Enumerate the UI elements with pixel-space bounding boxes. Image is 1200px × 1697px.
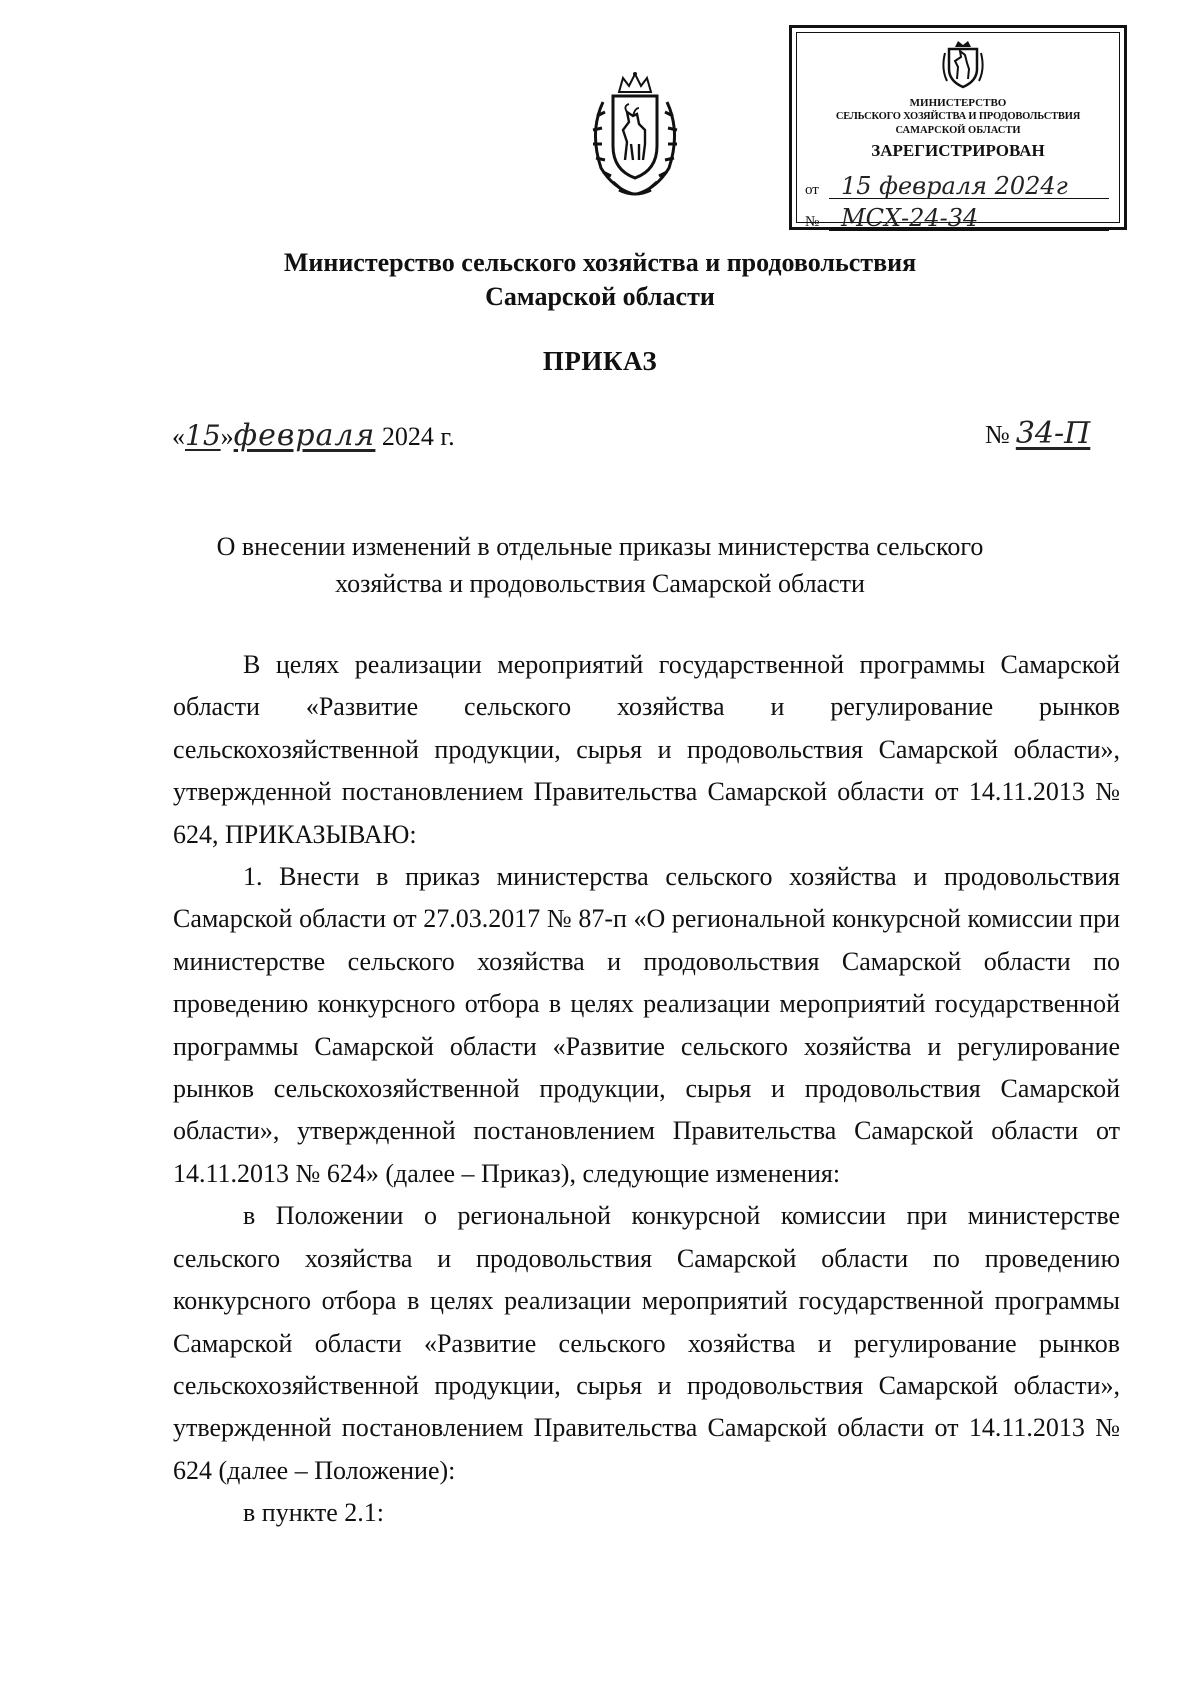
- date-month-handwritten: февраля: [233, 418, 376, 453]
- body-paragraph-preamble: В целях реализации мероприятий государственной программы Самарской области «Развитие сельского хозяйства и регулирование рынков сельскохозяйственной продукции, сырья и продовольствия Самарской области», утвержденной постановлением Правительства Самарской области от 14.11.2013 № 624, ПРИКАЗЫВАЮ:: [173, 650, 1120, 849]
- stamp-ministry-name-line: СЕЛЬСКОГО ХОЗЯЙСТВА И ПРОДОВОЛЬСТВИЯ: [835, 111, 1081, 122]
- body-paragraph-regulation: в Положении о региональной конкурсной комиссии при министерстве сельского хозяйства и продовольствия Самарской области по проведению конкурсного отбора в целях реализации мероприятий государственной программы Самарской области «Развитие сельского хозяйства и регулирование рынков сельскохозяйственной продукции, сырья и продовольствия Самарской области», утвержденной постановлением Правительства Самарской области от 14.11.2013 № 624 (далее – Положение):: [173, 1201, 1120, 1485]
- stamp-emblem-icon: [941, 39, 985, 91]
- order-number-label: №: [985, 420, 1010, 449]
- stamp-status: ЗАРЕГИСТРИРОВАН: [871, 141, 1045, 160]
- stamp-date-value: 15 февраля 2024г: [829, 174, 1109, 199]
- body-paragraph-item-1: 1. Внести в приказ министерства сельского хозяйства и продовольствия Самарской области от 27.03.2017 № 87-п «О региональной конкурсной комиссии при министерстве сельского хозяйства и продовольствия Самарской области по проведению конкурсного отбора в целях реализации мероприятий государственной программы Самарской области «Развитие сельского хозяйства и регулирование рынков сельскохозяйственной продукции, сырья и продовольствия Самарской области», утвержденной постановлением Правительства Самарской области от 14.11.2013 № 624» (далее – Приказ), следующие изменения:: [173, 862, 1120, 1188]
- subject-line2: хозяйства и продовольствия Самарской области: [335, 569, 865, 598]
- stamp-number-value: МСХ-24-34: [829, 206, 1109, 231]
- coat-of-arms-icon: [583, 72, 687, 200]
- order-number-handwritten: 34-П: [1015, 416, 1091, 451]
- stamp-number-label: №: [805, 214, 820, 230]
- registration-stamp: [789, 25, 1127, 230]
- date-year: 2024 г.: [375, 422, 455, 451]
- order-date: [172, 418, 455, 453]
- document-type-title: ПРИКАЗ: [542, 346, 658, 376]
- stamp-number-field: [805, 205, 1109, 233]
- order-body: [173, 644, 1120, 1535]
- date-close-quote: »: [220, 422, 234, 451]
- date-day-handwritten: 15: [185, 419, 221, 452]
- stamp-date-field: [805, 173, 1109, 201]
- stamp-date-label: от: [805, 182, 819, 198]
- stamp-ministry-line: МИНИСТЕРСТВО: [909, 97, 1007, 109]
- order-subject: [150, 528, 1050, 602]
- body-paragraph-clause: в пункте 2.1:: [243, 1498, 385, 1528]
- subject-line1: О внесении изменений в отдельные приказы министерства сельского: [216, 532, 984, 561]
- ministry-title-line1: Министерство сельского хозяйства и продовольствия: [283, 248, 917, 277]
- ministry-title-line2: Самарской области: [485, 282, 715, 311]
- date-open-quote: «: [172, 422, 185, 451]
- order-number: [985, 416, 1096, 451]
- stamp-region-line: САМАРСКОЙ ОБЛАСТИ: [895, 125, 1021, 136]
